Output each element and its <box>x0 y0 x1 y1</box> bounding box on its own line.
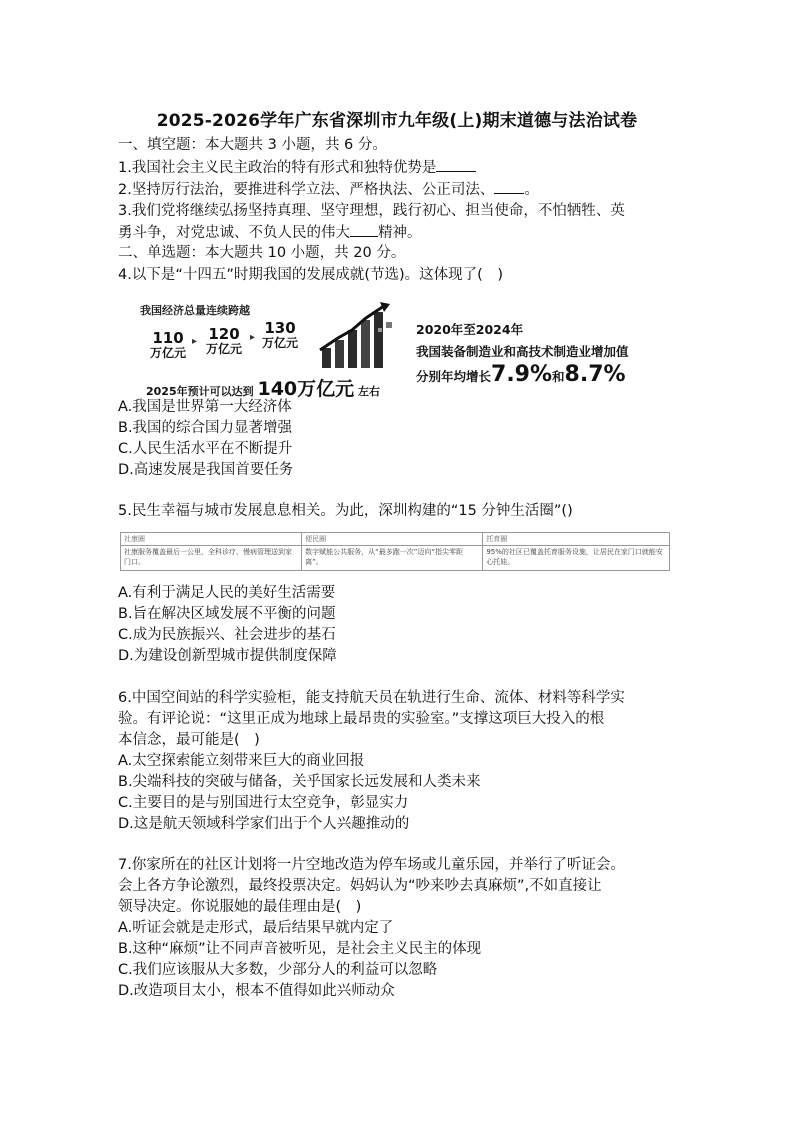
value-unit: 万亿元 <box>150 346 187 360</box>
table-row <box>121 546 670 571</box>
question-6-line1: 6.中国空间站的科学实验柜，能支持航天员在轨进行生命、流体、材料等科学实 <box>118 690 625 706</box>
q7-option-a: A.听证会就是走形式，最后结果早就内定了 <box>118 920 394 936</box>
q5-option-b: B.旨在解决区域发展不平衡的问题 <box>118 606 336 622</box>
growth-and: 和 <box>552 369 565 384</box>
section1-header: 一、填空题：本大题共 3 小题，共 6 分。 <box>118 137 387 153</box>
life-circle-table <box>120 532 670 571</box>
value-unit: 万亿元 <box>206 342 243 356</box>
table-header-row <box>121 533 670 546</box>
question-6-line3: 本信念，最可能是( ) <box>118 732 260 748</box>
table-cell: 95%的社区已覆盖托育服务设施，让居民在家门口就能安心托娃。 <box>483 546 670 571</box>
q7-option-c: C.我们应该服从大多数，少部分人的利益可以忽略 <box>118 962 438 978</box>
q7-option-d: D.改造项目太小，根本不值得如此兴师动众 <box>118 983 395 999</box>
question-3-end: 精神。 <box>378 225 422 241</box>
growth-subject: 我国装备制造业和高技术制造业增加值 <box>416 344 629 359</box>
table-header: 便民圈 <box>302 533 483 546</box>
table-cell: 数字赋能公共服务，从“最多跑一次”迈向“指尖零距离”。 <box>302 546 483 571</box>
question-1 <box>118 157 476 179</box>
question-3-line2 <box>118 222 422 244</box>
arrow-icon: ▸ <box>192 336 198 347</box>
answer-blank <box>494 179 524 194</box>
q5-option-a: A.有利于满足人民的美好生活需要 <box>118 585 336 601</box>
q5-option-c: C.成为民族振兴、社会进步的基石 <box>118 627 336 643</box>
value-number: 130 <box>264 319 296 337</box>
economy-infographic <box>118 296 658 398</box>
forecast-value: 140万亿元 <box>257 378 355 400</box>
q6-option-b: B.尖端科技的突破与储备，关乎国家长远发展和人类未来 <box>118 774 481 790</box>
value-120 <box>206 326 242 356</box>
arrow-icon: ▸ <box>250 332 256 343</box>
growth-period: 2020年至2024年 <box>416 322 524 337</box>
question-6-line2: 验。有评论说：“这里正成为地球上最昂贵的实验室。”支撑这项巨大投入的根 <box>118 711 605 727</box>
value-number: 110 <box>152 329 184 347</box>
question-2 <box>118 179 539 201</box>
value-110 <box>150 330 186 360</box>
answer-blank <box>350 222 378 237</box>
question-7-line3: 领导决定。你说服她的最佳理由是( ) <box>118 899 362 915</box>
forecast-text: 2025年预计可以达到 <box>146 385 254 398</box>
value-unit: 万亿元 <box>262 336 299 350</box>
table-header: 托育圈 <box>483 533 670 546</box>
table-cell: 社康服务覆盖最后一公里，全科诊疗、慢病管理送到家门口。 <box>121 546 302 571</box>
value-130 <box>262 320 298 350</box>
question-2-end: 。 <box>524 182 539 198</box>
question-4-stem: 4.以下是“十四五”时期我国的发展成就(节选)。这体现了( ) <box>118 267 503 283</box>
q4-option-b: B.我国的综合国力显著增强 <box>118 420 293 436</box>
question-5-stem: 5.民生幸福与城市发展息息相关。为此，深圳构建的“15 分钟生活圈”() <box>118 503 573 519</box>
q6-option-c: C.主要目的是与别国进行太空竞争，彰显实力 <box>118 795 409 811</box>
q6-option-d: D.这是航天领域科学家们出于个人兴趣推动的 <box>118 816 410 832</box>
q7-option-b: B.这种“麻烦”让不同声音被听见，是社会主义民主的体现 <box>118 941 482 957</box>
question-3-line1: 3.我们党将继续弘扬坚持真理、坚守理想，践行初心、担当使命，不怕牺牲、英 <box>118 203 625 219</box>
question-2-text: 2.坚持厉行法治，要推进科学立法、严格执法、公正司法、 <box>118 182 495 198</box>
answer-blank <box>436 157 476 172</box>
q4-option-d: D.高速发展是我国首要任务 <box>118 462 294 478</box>
page-title: 2025-2026学年广东省深圳市九年级(上)期末道德与法治试卷 <box>156 111 638 131</box>
q6-option-a: A.太空探索能立刻带来巨大的商业回报 <box>118 753 365 769</box>
question-7-line1: 7.你家所在的社区计划将一片空地改造为停车场或儿童乐园，并举行了听证会。 <box>118 857 625 873</box>
growth-rate-1: 7.9% <box>491 362 553 387</box>
value-number: 120 <box>208 325 240 343</box>
growth-chart-icon <box>318 300 398 372</box>
question-1-text: 1.我国社会主义民主政治的特有形式和独特优势是 <box>118 160 437 176</box>
table-header: 社康圈 <box>121 533 302 546</box>
question-3-text: 勇斗争，对党忠诚、不负人民的伟大 <box>118 225 350 241</box>
q5-option-d: D.为建设创新型城市提供制度保障 <box>118 648 337 664</box>
growth-rate-2: 8.7% <box>564 362 626 387</box>
section2-header: 二、单选题：本大题共 10 小题，共 20 分。 <box>118 245 406 261</box>
infographic-title: 我国经济总量连续跨越 <box>140 304 250 317</box>
growth-prefix: 分别年均增长 <box>416 369 492 384</box>
q4-option-a: A.我国是世界第一大经济体 <box>118 399 292 415</box>
growth-rates <box>416 362 626 387</box>
question-7-line2: 会上各方争论激烈，最终投票决定。妈妈认为“吵来吵去真麻烦”,不如直接让 <box>118 878 602 894</box>
q4-option-c: C.人民生活水平在不断提升 <box>118 441 293 457</box>
forecast-suffix: 左右 <box>357 385 380 398</box>
